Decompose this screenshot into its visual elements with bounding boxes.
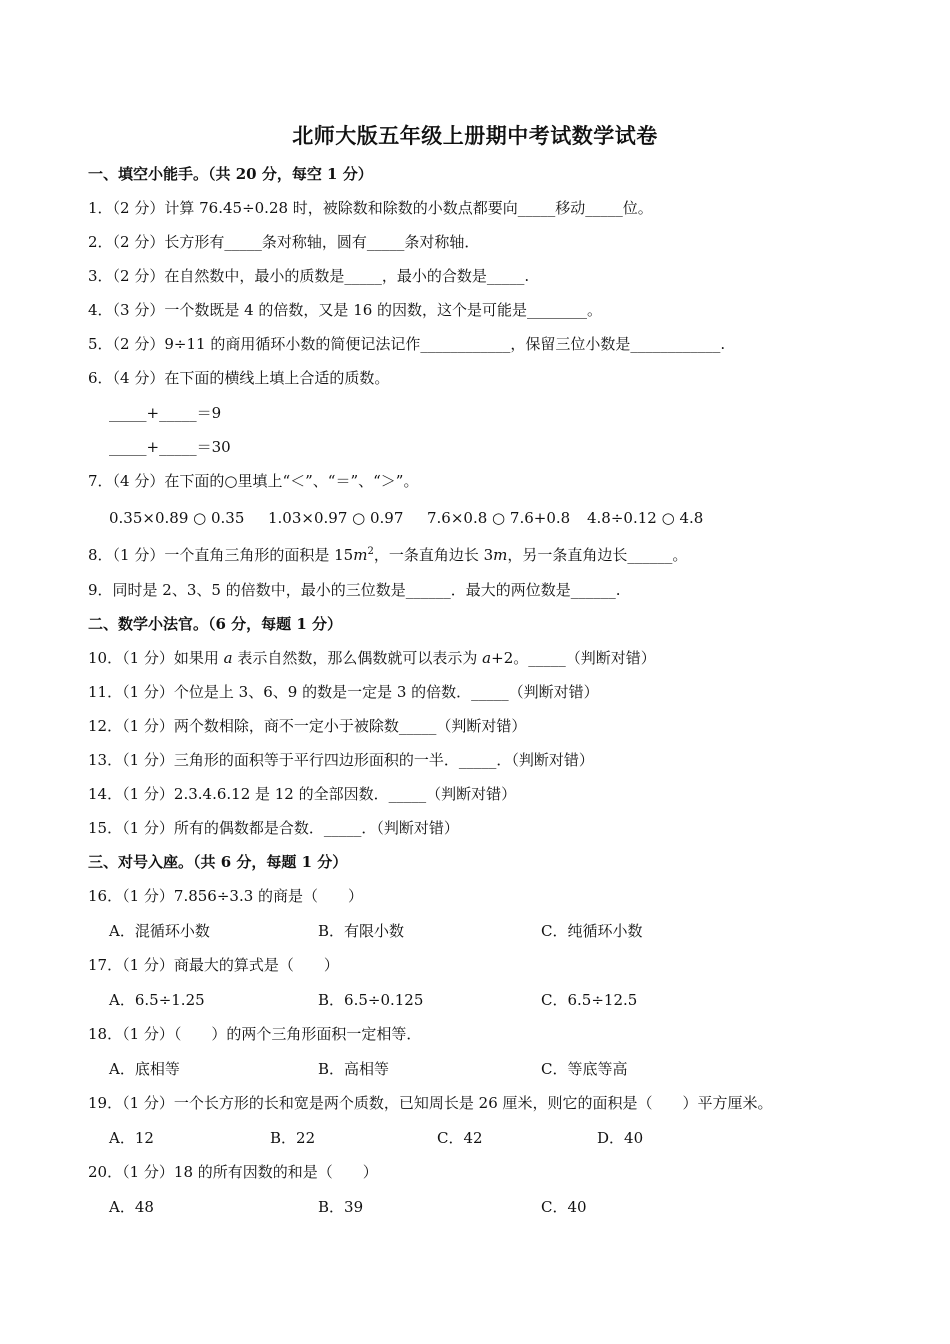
question-2: 2．（2 分）长方形有_____条对称轴，圆有_____条对称轴． [88, 233, 480, 251]
q10-text-a: 10．（1 分）如果用 [88, 649, 224, 667]
q10-text-c: +2。_____（判断对错） [491, 649, 656, 667]
question-11: 11．（1 分）个位是上 3、6、9 的数是一定是 3 的倍数．_____（判断对错） [88, 683, 599, 701]
compare-item: 4.8÷0.12 ○ 4.8 [587, 509, 704, 527]
option-b: B．22 [270, 1129, 316, 1147]
option-b: B．6.5÷0.125 [318, 991, 424, 1009]
q10-variable-a: a [223, 649, 233, 667]
question-16: 16．（1 分）7.856÷3.3 的商是（ ） [88, 887, 364, 905]
option-d: D．40 [597, 1129, 644, 1147]
question-13: 13．（1 分）三角形的面积等于平行四边形面积的一半．_____．（判断对错） [88, 751, 594, 769]
option-a: A．48 [109, 1198, 154, 1216]
q10-variable-a: a [482, 649, 492, 667]
question-4: 4．（3 分）一个数既是 4 的倍数，又是 16 的因数，这个是可能是________。 [88, 301, 603, 319]
question-5: 5．（2 分）9÷11 的商用循环小数的简便记法记作____________，保留三位小数是____________. [88, 335, 726, 353]
option-b: B．39 [318, 1198, 364, 1216]
question-3: 3．（2 分）在自然数中，最小的质数是_____，最小的合数是_____. [88, 267, 530, 285]
compare-item: 0.35×0.89 ○ 0.35 [109, 509, 245, 527]
q8-text-a: 8．（1 分）一个直角三角形的面积是 15 [88, 546, 354, 564]
option-c: C．等底等高 [541, 1060, 628, 1078]
q8-unit-m: m [353, 546, 368, 564]
option-b: B．高相等 [318, 1060, 390, 1078]
section-heading-fill-blanks: 一、填空小能手。（共 20 分，每空 1 分） [88, 165, 373, 183]
question-12: 12．（1 分）两个数相除，商不一定小于被除数_____（判断对错） [88, 717, 527, 735]
option-c: C．42 [437, 1129, 483, 1147]
section-heading-choice: 三、对号入座。（共 6 分，每题 1 分） [88, 853, 348, 871]
question-17: 17．（1 分）商最大的算式是（ ） [88, 956, 339, 974]
question-10 [88, 648, 656, 668]
option-c: C．40 [541, 1198, 587, 1216]
option-c: C．纯循环小数 [541, 922, 643, 940]
compare-item: 1.03×0.97 ○ 0.97 [268, 509, 404, 527]
question-20: 20．（1 分）18 的所有因数的和是（ ） [88, 1163, 378, 1181]
question-14: 14．（1 分）2.3.4.6.12 是 12 的全部因数．_____（判断对错） [88, 785, 517, 803]
question-19: 19．（1 分）一个长方形的长和宽是两个质数，已知周长是 26 厘米，则它的面积是（ ）平方厘米。 [88, 1094, 773, 1112]
option-a: A．底相等 [109, 1060, 180, 1078]
q8-unit-m: m [493, 546, 508, 564]
option-a: A．6.5÷1.25 [109, 991, 205, 1009]
compare-item: 7.6×0.8 ○ 7.6+0.8 [427, 509, 571, 527]
question-8 [88, 545, 687, 565]
option-c: C．6.5÷12.5 [541, 991, 638, 1009]
section-heading-judge: 二、数学小法官。（6 分，每题 1 分） [88, 615, 343, 633]
q8-text-c: ，另一条直角边长______。 [507, 546, 688, 564]
option-a: A．混循环小数 [109, 922, 210, 940]
page-title: 北师大版五年级上册期中考试数学试卷 [292, 123, 658, 148]
question-6-line-2: _____+_____＝30 [109, 438, 231, 456]
option-b: B．有限小数 [318, 922, 405, 940]
q8-square: 2 [367, 546, 374, 557]
q8-text-b: ，一条直角边长 3 [373, 546, 494, 564]
q10-text-b: 表示自然数，那么偶数就可以表示为 [232, 649, 483, 667]
question-1: 1．（2 分）计算 76.45÷0.28 时，被除数和除数的小数点都要向_____移动_____位。 [88, 199, 653, 217]
question-18: 18．（1 分）（ ）的两个三角形面积一定相等． [88, 1025, 422, 1043]
question-6-line-1: _____+_____＝9 [109, 404, 222, 422]
question-15: 15．（1 分）所有的偶数都是合数．_____．（判断对错） [88, 819, 459, 837]
question-9: 9．同时是 2、3、5 的倍数中，最小的三位数是______．最大的两位数是______. [88, 581, 621, 599]
question-7: 7．（4 分）在下面的○里填上“＜”、“＝”、“＞”。 [88, 472, 419, 490]
question-6: 6．（4 分）在下面的横线上填上合适的质数。 [88, 369, 390, 387]
option-a: A．12 [109, 1129, 154, 1147]
